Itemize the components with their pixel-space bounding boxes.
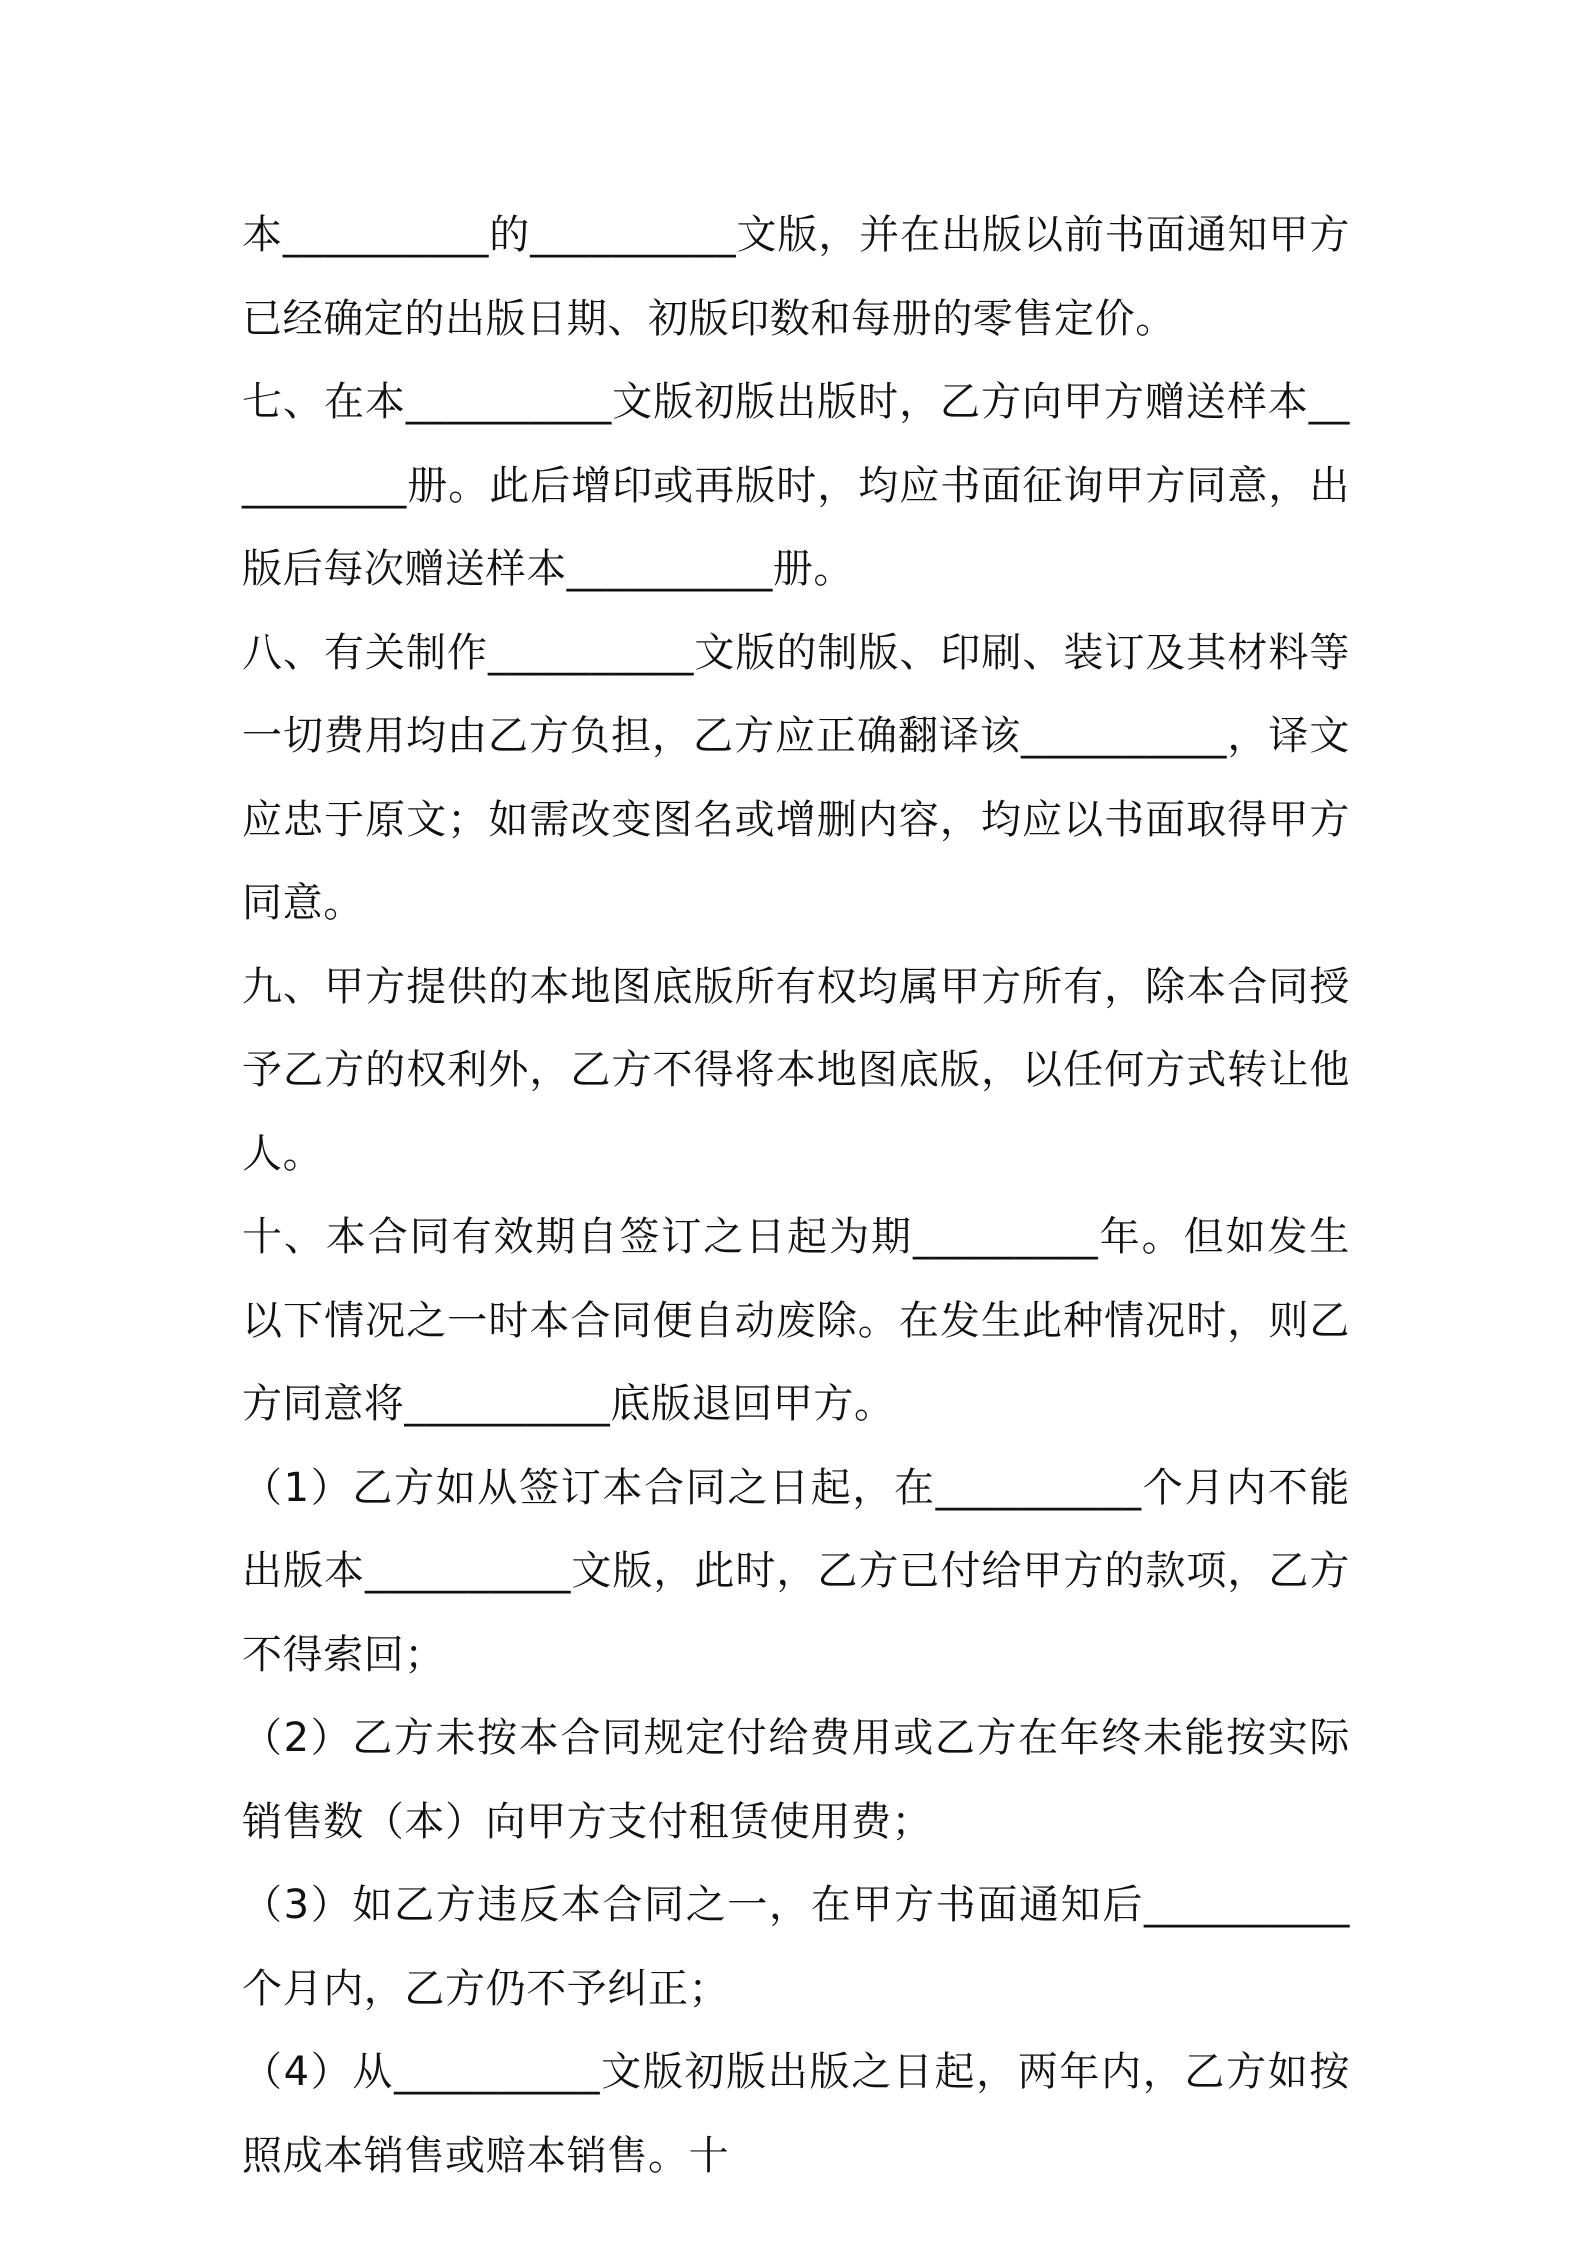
paragraph-publication-notice: 本__________的__________文版，并在出版以前书面通知甲方已经确定的出版日期、初版印数和每册的零售定价。 (242, 212, 1350, 342)
paragraph-condition-1: （1）乙方如从签订本合同之日起，在__________个月内不能出版本__________文版，此时，乙方已付给甲方的款项，乙方不得索回； (242, 1464, 1350, 1678)
paragraph-clause-10: 十、本合同有效期自签订之日起为期_________年。但如发生以下情况之一时本合同便自动废除。在发生此种情况时，则乙方同意将__________底版退回甲方。 (242, 1214, 1350, 1427)
paragraph-condition-4: （4）从__________文版初版出版之日起，两年内，乙方如按照成本销售或赔本销售。十 (242, 2049, 1350, 2179)
paragraph-clause-8: 八、有关制作__________文版的制版、印刷、装订及其材料等一切费用均由乙方负担，乙方应正确翻译该__________，译文应忠于原文；如需改变图名或增删内容，均应以书面取得甲方同意。 (242, 629, 1350, 926)
paragraph-clause-7: 七、在本__________文版初版出版时，乙方向甲方赠送样本__________册。此后增印或再版时，均应书面征询甲方同意，出版后每次赠送样本__________册。 (242, 379, 1350, 592)
paragraph-clause-9: 九、甲方提供的本地图底版所有权均属甲方所有，除本合同授予乙方的权利外，乙方不得将本地图底版，以任何方式转让他人。 (242, 963, 1350, 1177)
paragraph-condition-2: （2）乙方未按本合同规定付给费用或乙方在年终未能按实际销售数（本）向甲方支付租赁使用费； (242, 1715, 1350, 1845)
document-body (242, 194, 1350, 2198)
paragraph-condition-3: （3）如乙方违反本合同之一，在甲方书面通知后__________个月内，乙方仍不予纠正； (242, 1882, 1350, 2012)
